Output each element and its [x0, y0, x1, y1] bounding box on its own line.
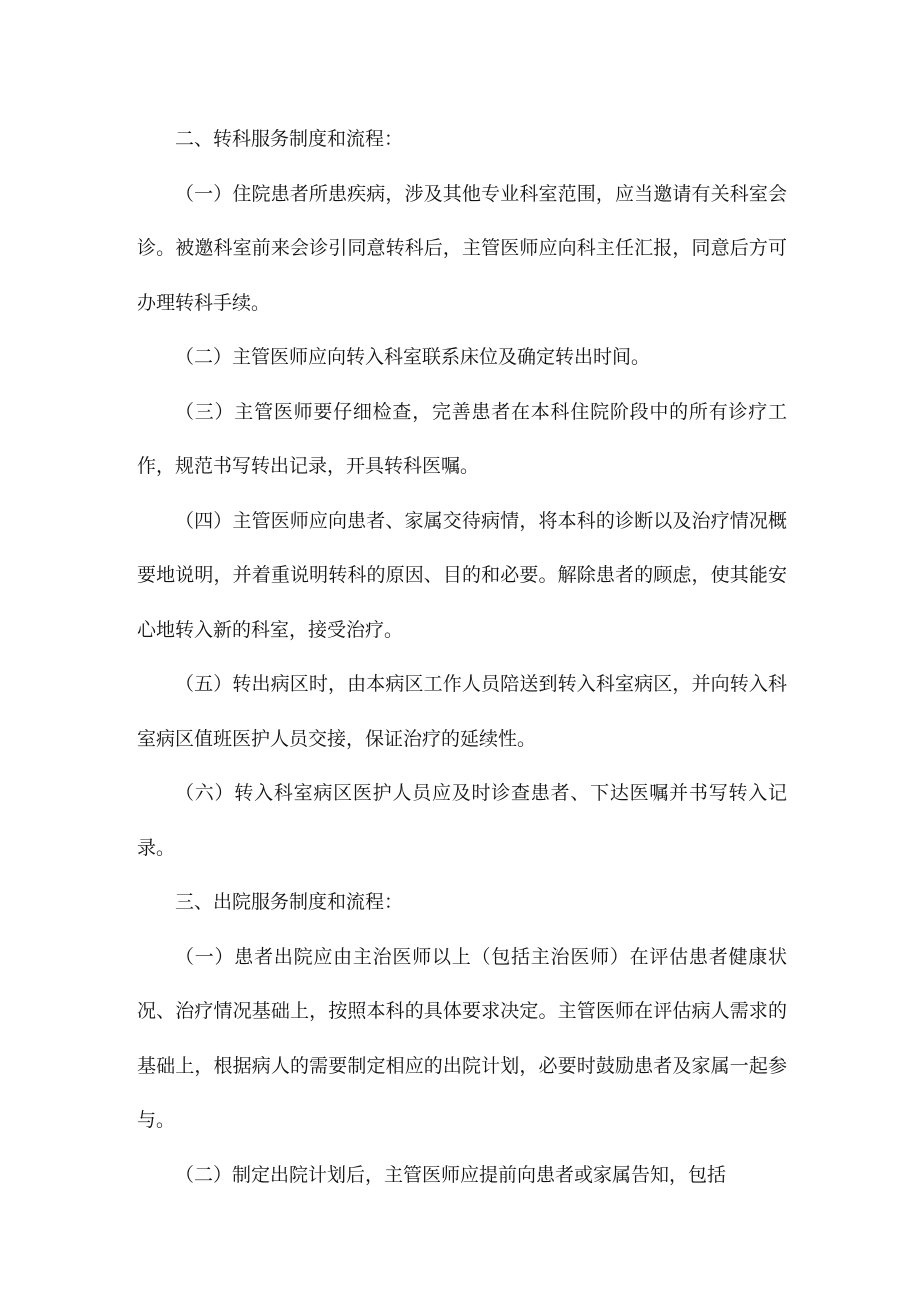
paragraph-transfer-4: （四）主管医师应向患者、家属交待病情，将本科的诊断以及治疗情况概要地说明，并着重说明转科的原因、目的和必要。解除患者的顾虑，使其能安心地转入新的科室，接受治疗。 [137, 509, 787, 641]
document-body [137, 112, 787, 1202]
paragraph-transfer-5: （五）转出病区时，由本病区工作人员陪送到转入科室病区，并向转入科室病区值班医护人员交接，保证治疗的延续性。 [137, 673, 787, 750]
section-heading-transfer: 二、转科服务制度和流程： [175, 128, 404, 150]
paragraph-transfer-1: （一）住院患者所患疾病，涉及其他专业科室范围，应当邀请有关科室会诊。被邀科室前来会诊引同意转科后，主管医师应向科主任汇报，同意后方可办理转科手续。 [137, 182, 787, 314]
paragraph-transfer-3: （三）主管医师要仔细检查，完善患者在本科住院阶段中的所有诊疗工作，规范书写转出记录，开具转科医嘱。 [137, 400, 787, 477]
paragraph-discharge-2: （二）制定出院计划后，主管医师应提前向患者或家属告知，包括 [175, 1163, 727, 1186]
section-heading-discharge: 三、出院服务制度和流程： [175, 891, 404, 913]
paragraph-transfer-2: （二）主管医师应向转入科室联系床位及确定转出时间。 [175, 346, 651, 368]
paragraph-discharge-1: （一）患者出院应由主治医师以上（包括主治医师）在评估患者健康状况、治疗情况基础上，按照本科的具体要求决定。主管医师在评估病人需求的基础上，根据病人的需要制定相应的出院计划，必要时鼓励患者及家属一起参与。 [137, 945, 787, 1131]
paragraph-transfer-6: （六）转入科室病区医护人员应及时诊查患者、下达医嘱并书写转入记录。 [137, 782, 787, 859]
